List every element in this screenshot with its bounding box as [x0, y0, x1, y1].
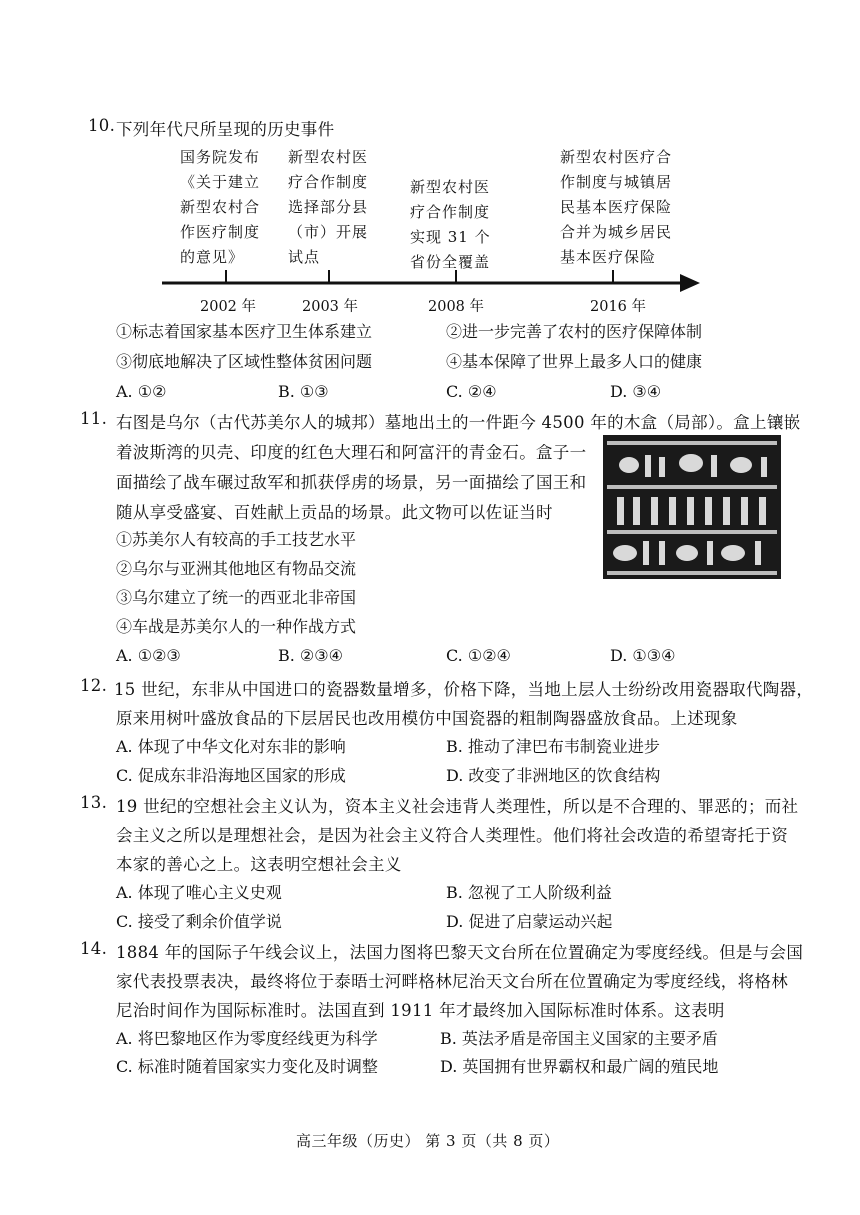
q10-statement-2: ②进一步完善了农村的医疗保障体制	[446, 322, 703, 341]
q11-option-c[interactable]: C. ①②④	[446, 646, 511, 665]
q12-stem-line-2: 原来用树叶盛放食品的下层居民也改用模仿中国瓷器的粗制陶器盛放食品。上述现象	[116, 709, 738, 728]
q14-option-a[interactable]: A. 将巴黎地区作为零度经线更为科学	[116, 1029, 378, 1048]
q12-option-a[interactable]: A. 体现了中华文化对东非的影响	[116, 737, 346, 756]
q14-option-c[interactable]: C. 标准时随着国家实力变化及时调整	[116, 1057, 378, 1076]
q13-stem-line-3: 本家的善心之上。这表明空想社会主义	[116, 855, 402, 874]
q11-statement-3: ③乌尔建立了统一的西亚北非帝国	[116, 588, 357, 607]
q10-option-d[interactable]: D. ③④	[610, 382, 662, 401]
q14-option-d[interactable]: D. 英国拥有世界霸权和最广阔的殖民地	[440, 1057, 719, 1076]
q12-number: 12.	[80, 676, 108, 695]
q13-option-d[interactable]: D. 促进了启蒙运动兴起	[446, 912, 613, 931]
q10-option-c[interactable]: C. ②④	[446, 382, 497, 401]
timeline-year-2002: 2002 年	[200, 299, 257, 315]
timeline-year-2008: 2008 年	[428, 299, 485, 315]
q14-option-b[interactable]: B. 英法矛盾是帝国主义国家的主要矛盾	[440, 1029, 718, 1048]
q12-option-b[interactable]: B. 推动了津巴布韦制瓷业进步	[446, 737, 660, 756]
q13-option-b[interactable]: B. 忽视了工人阶级利益	[446, 883, 612, 902]
timeline-event-2016: 新型农村医疗合作制度与城镇居民基本医疗保险合并为城乡居民基本医疗保险	[560, 148, 673, 266]
q11-stem-line-2: 着波斯湾的贝壳、印度的红色大理石和阿富汗的青金石。盒子一	[116, 443, 587, 462]
page-footer: 高三年级（历史） 第 3 页（共 8 页）	[296, 1132, 560, 1150]
timeline-year-2016: 2016 年	[590, 299, 647, 315]
timeline-event-2008: 新型农村医疗合作制度实现 31 个省份全覆盖	[410, 178, 491, 271]
q10-stem: 下列年代尺所呈现的历史事件	[116, 120, 335, 139]
q13-stem-line-2: 会主义之所以是理想社会，是因为社会主义符合人类理性。他们将社会改造的希望寄托于资	[116, 826, 788, 845]
q13-number: 13.	[80, 793, 108, 812]
timeline-year-2003: 2003 年	[302, 299, 359, 315]
q11-option-d[interactable]: D. ①③④	[610, 646, 676, 665]
q13-stem-line-1: 19 世纪的空想社会主义认为，资本主义社会违背人类理性，所以是不合理的、罪恶的；而社	[116, 797, 799, 816]
q10-option-a[interactable]: A. ①②	[116, 382, 167, 401]
q10-statement-3: ③彻底地解决了区域性整体贫困问题	[116, 352, 373, 371]
q11-option-b[interactable]: B. ②③④	[278, 646, 343, 665]
q14-stem-line-1: 1884 年的国际子午线会议上，法国力图将巴黎天文台所在位置确定为零度经线。但是与会国	[116, 943, 804, 962]
q14-stem-line-2: 家代表投票表决，最终将位于泰晤士河畔格林尼治天文台所在位置确定为零度经线，将格林	[116, 972, 788, 991]
q11-option-a[interactable]: A. ①②③	[116, 646, 181, 665]
q14-stem-line-3: 尼治时间作为国际标准时。法国直到 1911 年才最终加入国际标准时体系。这表明	[116, 1001, 725, 1020]
q13-option-c[interactable]: C. 接受了剩余价值学说	[116, 912, 282, 931]
q11-statement-1: ①苏美尔人有较高的手工技艺水平	[116, 530, 357, 549]
q10-statement-1: ①标志着国家基本医疗卫生体系建立	[116, 322, 373, 341]
q11-number: 11.	[80, 409, 108, 428]
q11-statement-4: ④车战是苏美尔人的一种作战方式	[116, 617, 357, 636]
q12-option-d[interactable]: D. 改变了非洲地区的饮食结构	[446, 766, 661, 785]
q11-statement-2: ②乌尔与亚洲其他地区有物品交流	[116, 559, 357, 578]
q12-option-c[interactable]: C. 促成东非沿海地区国家的形成	[116, 766, 346, 785]
q12-stem-line-1: 15 世纪，东非从中国进口的瓷器数量增多，价格下降，当地上层人士纷纷改用瓷器取代陶器，	[114, 680, 814, 699]
ur-standard-artifact-image	[603, 435, 781, 579]
q10-option-b[interactable]: B. ①③	[278, 382, 329, 401]
q13-option-a[interactable]: A. 体现了唯心主义史观	[116, 883, 282, 902]
q10-statement-4: ④基本保障了世界上最多人口的健康	[446, 352, 703, 371]
q11-stem-line-1: 右图是乌尔（古代苏美尔人的城邦）墓地出土的一件距今 4500 年的木盒（局部）。盒上镶嵌	[116, 413, 801, 432]
timeline-event-2003: 新型农村医疗合作制度选择部分县（市）开展试点	[288, 148, 369, 266]
q14-number: 14.	[80, 939, 108, 958]
q11-stem-line-4: 随从享受盛宴、百姓献上贡品的场景。此文物可以佐证当时	[116, 503, 553, 522]
q10-number: 10.	[88, 116, 116, 135]
q11-stem-line-3: 面描绘了战车碾过敌军和抓获俘虏的场景，另一面描绘了国王和	[116, 473, 587, 492]
timeline-event-2002: 国务院发布《关于建立新型农村合作医疗制度的意见》	[180, 148, 261, 266]
